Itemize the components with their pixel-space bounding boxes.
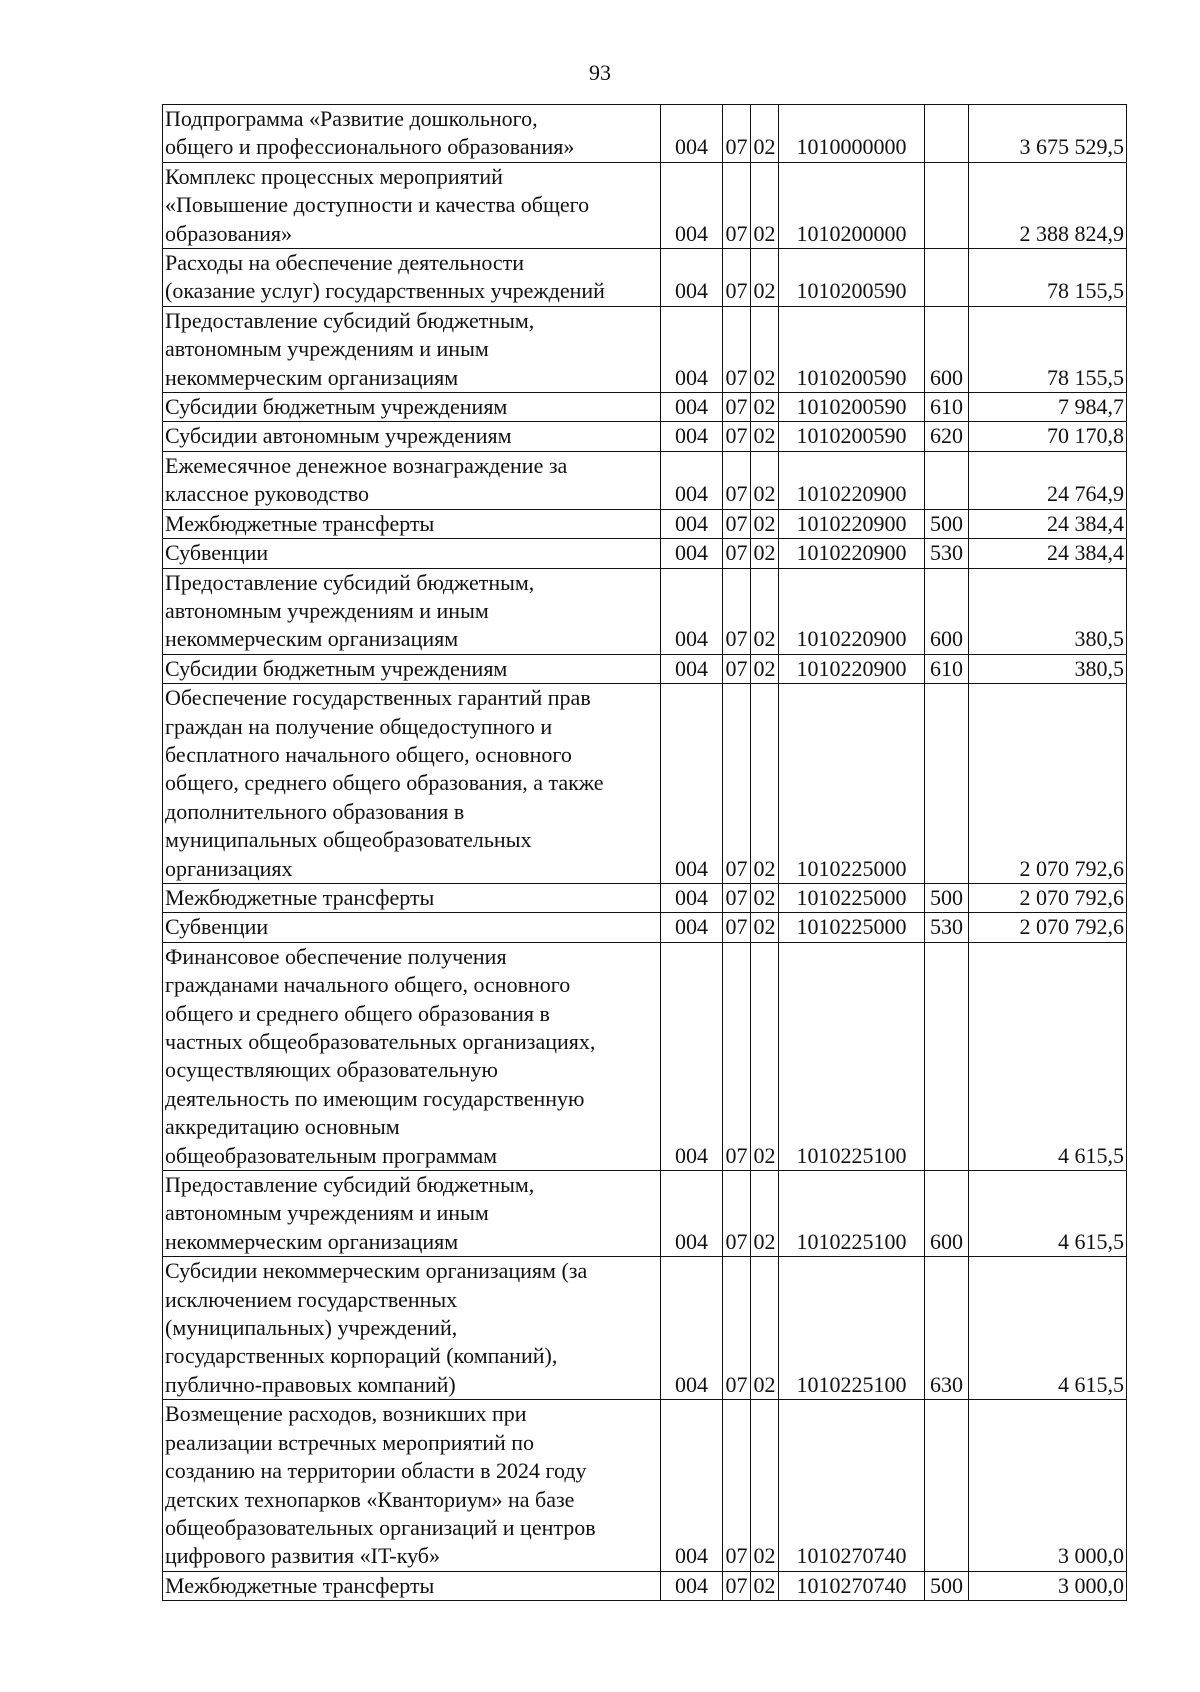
- row-name-cell: Финансовое обеспечение получения гражданами начального общего, основного общего и среднего общего образования в частных общеобразовательных организациях, осуществляющих образовательную деятельность по имеющим государственную аккредитацию основным общеобразовательным программам: [163, 942, 661, 1170]
- expense-type-cell: 600: [925, 568, 969, 654]
- amount-cell: 2 388 824,9: [969, 162, 1127, 248]
- table-row: [163, 1171, 1127, 1257]
- subsection-code-cell: 02: [751, 162, 779, 248]
- target-article-cell: 1010225000: [779, 883, 925, 912]
- table-row: [163, 1257, 1127, 1400]
- amount-cell: 4 615,5: [969, 1171, 1127, 1257]
- table-row: [163, 249, 1127, 307]
- table-row: [163, 393, 1127, 422]
- section-code-cell: 07: [723, 393, 751, 422]
- section-code-cell: 07: [723, 1257, 751, 1400]
- admin-code-cell: 004: [661, 1400, 723, 1571]
- section-code-cell: 07: [723, 1571, 751, 1600]
- target-article-cell: 1010220900: [779, 451, 925, 509]
- row-name-cell: Субвенции: [163, 539, 661, 568]
- subsection-code-cell: 02: [751, 883, 779, 912]
- table-row: [163, 1571, 1127, 1600]
- row-name-cell: Подпрограмма «Развитие дошкольного, общего и профессионального образования»: [163, 105, 661, 163]
- row-name-cell: Комплекс процессных мероприятий «Повышение доступности и качества общего образования»: [163, 162, 661, 248]
- table-row: [163, 306, 1127, 392]
- subsection-code-cell: 02: [751, 422, 779, 451]
- amount-cell: 2 070 792,6: [969, 684, 1127, 884]
- section-code-cell: 07: [723, 654, 751, 683]
- target-article-cell: 1010200590: [779, 393, 925, 422]
- section-code-cell: 07: [723, 1400, 751, 1571]
- amount-cell: 3 000,0: [969, 1571, 1127, 1600]
- subsection-code-cell: 02: [751, 1400, 779, 1571]
- subsection-code-cell: 02: [751, 568, 779, 654]
- amount-cell: 2 070 792,6: [969, 913, 1127, 942]
- admin-code-cell: 004: [661, 913, 723, 942]
- admin-code-cell: 004: [661, 942, 723, 1170]
- row-name-cell: Предоставление субсидий бюджетным, автономным учреждениям и иным некоммерческим организациям: [163, 306, 661, 392]
- row-name-cell: Межбюджетные трансферты: [163, 509, 661, 538]
- row-name-cell: Ежемесячное денежное вознаграждение за классное руководство: [163, 451, 661, 509]
- admin-code-cell: 004: [661, 105, 723, 163]
- budget-table: [162, 104, 1127, 1601]
- expense-type-cell: [925, 105, 969, 163]
- section-code-cell: 07: [723, 913, 751, 942]
- target-article-cell: 1010225000: [779, 913, 925, 942]
- admin-code-cell: 004: [661, 162, 723, 248]
- target-article-cell: 1010225100: [779, 1171, 925, 1257]
- section-code-cell: 07: [723, 942, 751, 1170]
- amount-cell: 24 384,4: [969, 509, 1127, 538]
- table-row: [163, 1400, 1127, 1571]
- admin-code-cell: 004: [661, 684, 723, 884]
- expense-type-cell: 500: [925, 509, 969, 538]
- row-name-cell: Субсидии бюджетным учреждениям: [163, 393, 661, 422]
- target-article-cell: 1010220900: [779, 509, 925, 538]
- admin-code-cell: 004: [661, 1257, 723, 1400]
- table-row: [163, 105, 1127, 163]
- row-name-cell: Субсидии автономным учреждениям: [163, 422, 661, 451]
- expense-type-cell: [925, 1400, 969, 1571]
- amount-cell: 78 155,5: [969, 306, 1127, 392]
- amount-cell: 4 615,5: [969, 942, 1127, 1170]
- expense-type-cell: [925, 942, 969, 1170]
- expense-type-cell: 600: [925, 306, 969, 392]
- subsection-code-cell: 02: [751, 105, 779, 163]
- amount-cell: 3 000,0: [969, 1400, 1127, 1571]
- table-row: [163, 654, 1127, 683]
- subsection-code-cell: 02: [751, 1257, 779, 1400]
- row-name-cell: Субсидии некоммерческим организациям (за исключением государственных (муниципальных) учреждений, государственных корпораций (компаний), публично-правовых компаний): [163, 1257, 661, 1400]
- table-row: [163, 451, 1127, 509]
- row-name-cell: Межбюджетные трансферты: [163, 883, 661, 912]
- row-name-cell: Предоставление субсидий бюджетным, автономным учреждениям и иным некоммерческим организациям: [163, 1171, 661, 1257]
- row-name-cell: Предоставление субсидий бюджетным, автономным учреждениям и иным некоммерческим организациям: [163, 568, 661, 654]
- amount-cell: 24 764,9: [969, 451, 1127, 509]
- expense-type-cell: 630: [925, 1257, 969, 1400]
- subsection-code-cell: 02: [751, 249, 779, 307]
- admin-code-cell: 004: [661, 1571, 723, 1600]
- target-article-cell: 1010200000: [779, 162, 925, 248]
- target-article-cell: 1010225100: [779, 942, 925, 1170]
- amount-cell: 70 170,8: [969, 422, 1127, 451]
- section-code-cell: 07: [723, 306, 751, 392]
- subsection-code-cell: 02: [751, 942, 779, 1170]
- amount-cell: 2 070 792,6: [969, 883, 1127, 912]
- section-code-cell: 07: [723, 684, 751, 884]
- expense-type-cell: [925, 684, 969, 884]
- subsection-code-cell: 02: [751, 1571, 779, 1600]
- admin-code-cell: 004: [661, 883, 723, 912]
- admin-code-cell: 004: [661, 568, 723, 654]
- table-row: [163, 883, 1127, 912]
- amount-cell: 4 615,5: [969, 1257, 1127, 1400]
- section-code-cell: 07: [723, 568, 751, 654]
- amount-cell: 24 384,4: [969, 539, 1127, 568]
- expense-type-cell: 530: [925, 539, 969, 568]
- table-row: [163, 913, 1127, 942]
- expense-type-cell: [925, 162, 969, 248]
- budget-table-body: [163, 105, 1127, 1601]
- target-article-cell: 1010270740: [779, 1400, 925, 1571]
- section-code-cell: 07: [723, 451, 751, 509]
- target-article-cell: 1010225000: [779, 684, 925, 884]
- subsection-code-cell: 02: [751, 1171, 779, 1257]
- row-name-cell: Обеспечение государственных гарантий прав граждан на получение общедоступного и бесплатного начального общего, основного общего, среднего общего образования, а также дополнительного образования в муниципальных общеобразовательных организациях: [163, 684, 661, 884]
- target-article-cell: 1010200590: [779, 249, 925, 307]
- table-row: [163, 684, 1127, 884]
- section-code-cell: 07: [723, 509, 751, 538]
- row-name-cell: Субсидии бюджетным учреждениям: [163, 654, 661, 683]
- expense-type-cell: 610: [925, 393, 969, 422]
- section-code-cell: 07: [723, 105, 751, 163]
- amount-cell: 380,5: [969, 654, 1127, 683]
- admin-code-cell: 004: [661, 306, 723, 392]
- subsection-code-cell: 02: [751, 539, 779, 568]
- amount-cell: 7 984,7: [969, 393, 1127, 422]
- row-name-cell: Субвенции: [163, 913, 661, 942]
- target-article-cell: 1010225100: [779, 1257, 925, 1400]
- table-row: [163, 568, 1127, 654]
- admin-code-cell: 004: [661, 509, 723, 538]
- target-article-cell: 1010220900: [779, 568, 925, 654]
- target-article-cell: 1010200590: [779, 306, 925, 392]
- section-code-cell: 07: [723, 422, 751, 451]
- row-name-cell: Расходы на обеспечение деятельности (оказание услуг) государственных учреждений: [163, 249, 661, 307]
- admin-code-cell: 004: [661, 539, 723, 568]
- expense-type-cell: 610: [925, 654, 969, 683]
- expense-type-cell: 600: [925, 1171, 969, 1257]
- target-article-cell: 1010220900: [779, 539, 925, 568]
- table-row: [163, 422, 1127, 451]
- amount-cell: 380,5: [969, 568, 1127, 654]
- subsection-code-cell: 02: [751, 654, 779, 683]
- expense-type-cell: [925, 249, 969, 307]
- subsection-code-cell: 02: [751, 451, 779, 509]
- expense-type-cell: [925, 451, 969, 509]
- admin-code-cell: 004: [661, 1171, 723, 1257]
- section-code-cell: 07: [723, 1171, 751, 1257]
- admin-code-cell: 004: [661, 422, 723, 451]
- subsection-code-cell: 02: [751, 913, 779, 942]
- subsection-code-cell: 02: [751, 393, 779, 422]
- amount-cell: 3 675 529,5: [969, 105, 1127, 163]
- expense-type-cell: 500: [925, 1571, 969, 1600]
- section-code-cell: 07: [723, 162, 751, 248]
- target-article-cell: 1010220900: [779, 654, 925, 683]
- expense-type-cell: 530: [925, 913, 969, 942]
- section-code-cell: 07: [723, 883, 751, 912]
- subsection-code-cell: 02: [751, 684, 779, 884]
- target-article-cell: 1010200590: [779, 422, 925, 451]
- section-code-cell: 07: [723, 249, 751, 307]
- row-name-cell: Межбюджетные трансферты: [163, 1571, 661, 1600]
- table-row: [163, 539, 1127, 568]
- expense-type-cell: 500: [925, 883, 969, 912]
- section-code-cell: 07: [723, 539, 751, 568]
- admin-code-cell: 004: [661, 451, 723, 509]
- subsection-code-cell: 02: [751, 306, 779, 392]
- admin-code-cell: 004: [661, 393, 723, 422]
- table-row: [163, 509, 1127, 538]
- admin-code-cell: 004: [661, 654, 723, 683]
- page-number: 93: [589, 60, 611, 85]
- amount-cell: 78 155,5: [969, 249, 1127, 307]
- target-article-cell: 1010270740: [779, 1571, 925, 1600]
- row-name-cell: Возмещение расходов, возникших при реализации встречных мероприятий по созданию на территории области в 2024 году детских технопарков «Кванториум» на базе общеобразовательных организаций и центров цифрового развития «IT-куб»: [163, 1400, 661, 1571]
- expense-type-cell: 620: [925, 422, 969, 451]
- admin-code-cell: 004: [661, 249, 723, 307]
- table-row: [163, 162, 1127, 248]
- target-article-cell: 1010000000: [779, 105, 925, 163]
- subsection-code-cell: 02: [751, 509, 779, 538]
- table-row: [163, 942, 1127, 1170]
